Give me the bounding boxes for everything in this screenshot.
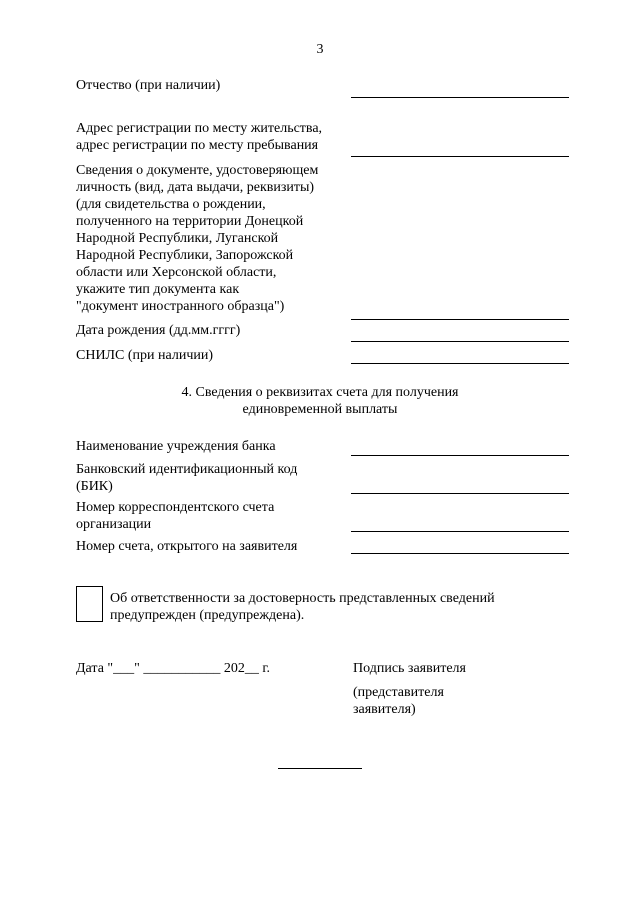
- account-number-label: Номер счета, открытого на заявителя: [76, 539, 298, 554]
- patronymic-label: Отчество (при наличии): [76, 78, 221, 93]
- section-4-title: 4. Сведения о реквизитах счета для получения единовременной выплаты: [181, 385, 459, 417]
- bank-name-label: Наименование учреждения банка: [76, 439, 276, 454]
- signature-label: Подпись заявителя: [353, 661, 466, 676]
- snils-field[interactable]: [351, 363, 569, 364]
- signature-sublabel: (представителя заявителя): [353, 685, 444, 717]
- responsibility-checkbox[interactable]: [76, 586, 103, 622]
- birth-date-label: Дата рождения (дд.мм.гггг): [76, 323, 241, 338]
- snils-label: СНИЛС (при наличии): [76, 348, 214, 363]
- footer-divider: [278, 768, 362, 769]
- bik-label: Банковский идентификационный код (БИК): [76, 462, 298, 494]
- correspondent-account-field[interactable]: [351, 531, 569, 532]
- address-label: Адрес регистрации по месту жительства, адрес регистрации по месту пребывания: [76, 121, 323, 153]
- responsibility-text: Об ответственности за достоверность представленных сведений предупрежден (предупреждена).: [110, 591, 495, 623]
- account-number-field[interactable]: [351, 553, 569, 554]
- correspondent-account-label: Номер корреспондентского счета организации: [76, 500, 275, 532]
- identity-document-label: Сведения о документе, удостоверяющем личность (вид, дата выдачи, реквизиты) (для свидетельства о рождении, полученного на территории Донецкой Народной Республики, Луганской Народной Республики, Запорожской области или Херсонской области, укажите тип документа как "документ иностранного образца"): [76, 163, 319, 314]
- bank-name-field[interactable]: [351, 455, 569, 456]
- patronymic-field[interactable]: [351, 97, 569, 98]
- address-field[interactable]: [351, 156, 569, 157]
- birth-date-field[interactable]: [351, 341, 569, 342]
- date-line: Дата "___" ___________ 202__ г.: [76, 661, 270, 676]
- identity-document-field[interactable]: [351, 319, 569, 320]
- page-number: 3: [316, 42, 324, 57]
- bik-field[interactable]: [351, 493, 569, 494]
